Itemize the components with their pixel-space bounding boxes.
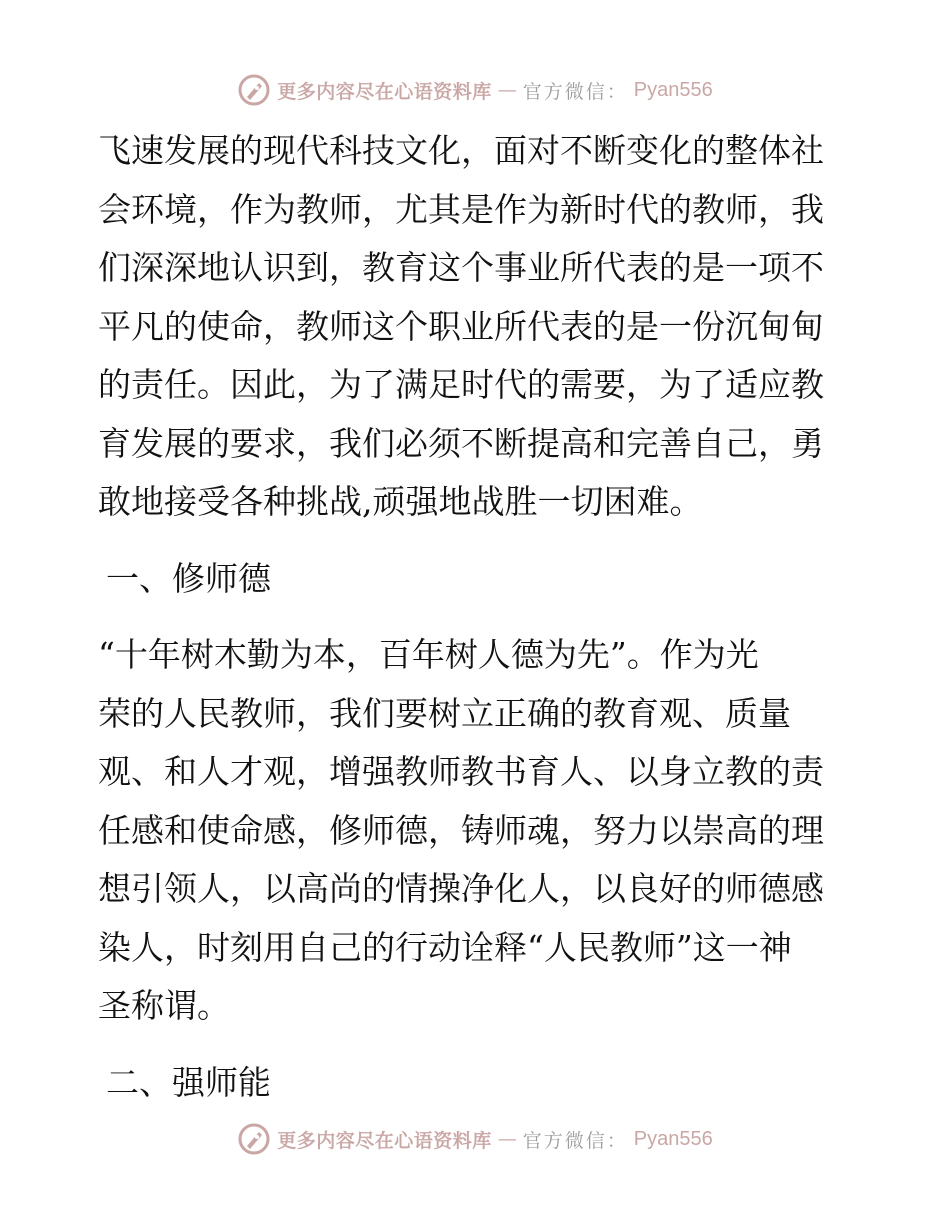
section-heading-1: 一、修师德: [106, 558, 271, 598]
paragraph-teacher-ethics: [98, 626, 858, 1036]
text-line: 们深深地认识到，教育这个事业所代表的是一项不: [98, 248, 824, 287]
text-line: 平凡的使命，教师这个职业所代表的是一份沉甸甸: [98, 306, 824, 346]
text-line: 飞速发展的现代科技文化，面对不断变化的整体社: [98, 131, 824, 170]
text-line: 任感和使命感，修师德，铸师魂，努力以崇高的理: [98, 810, 824, 850]
text-line: 圣称谓。: [98, 986, 230, 1025]
footer-banner: [0, 1119, 950, 1159]
text-line: 想引领人，以高尚的情操净化人，以良好的师德感: [98, 869, 824, 908]
wechat-id: Pyan556: [633, 1127, 713, 1150]
text-line: 荣的人民教师，我们要树立正确的教育观、质量: [98, 693, 791, 733]
text-line: 观、和人才观，增强教师教书育人、以身立教的责: [98, 752, 824, 791]
brand-text: 更多内容尽在心语资料库: [277, 80, 492, 103]
wechat-id: Pyan556: [633, 78, 713, 101]
paragraph-intro: [98, 122, 858, 532]
official-wechat-label: 官方微信：: [522, 1129, 628, 1152]
section-heading-2: 二、强师能: [106, 1062, 271, 1102]
text-line: 育发展的要求，我们必须不断提高和完善自己，勇: [98, 423, 824, 463]
text-line: 会环境，作为教师，尤其是作为新时代的教师，我: [98, 189, 824, 229]
brand-text: 更多内容尽在心语资料库: [277, 1129, 492, 1152]
pen-nib-circle-icon: [237, 73, 271, 107]
text-line: “十年树木勤为本，百年树人德为先”。作为光: [98, 635, 759, 674]
separator-dash: —: [497, 1128, 517, 1150]
separator-dash: —: [497, 79, 517, 101]
header-banner: [0, 70, 950, 110]
official-wechat-label: 官方微信：: [522, 80, 628, 103]
text-line: 敢地接受各种挑战,顽强地战胜一切困难。: [98, 482, 703, 521]
text-line: 染人，时刻用自己的行动诠释“人民教师”这一神: [98, 927, 792, 967]
document-body: [98, 122, 858, 1112]
text-line: 的责任。因此，为了满足时代的需要，为了适应教: [98, 365, 824, 404]
pen-nib-circle-icon: [237, 1122, 271, 1156]
